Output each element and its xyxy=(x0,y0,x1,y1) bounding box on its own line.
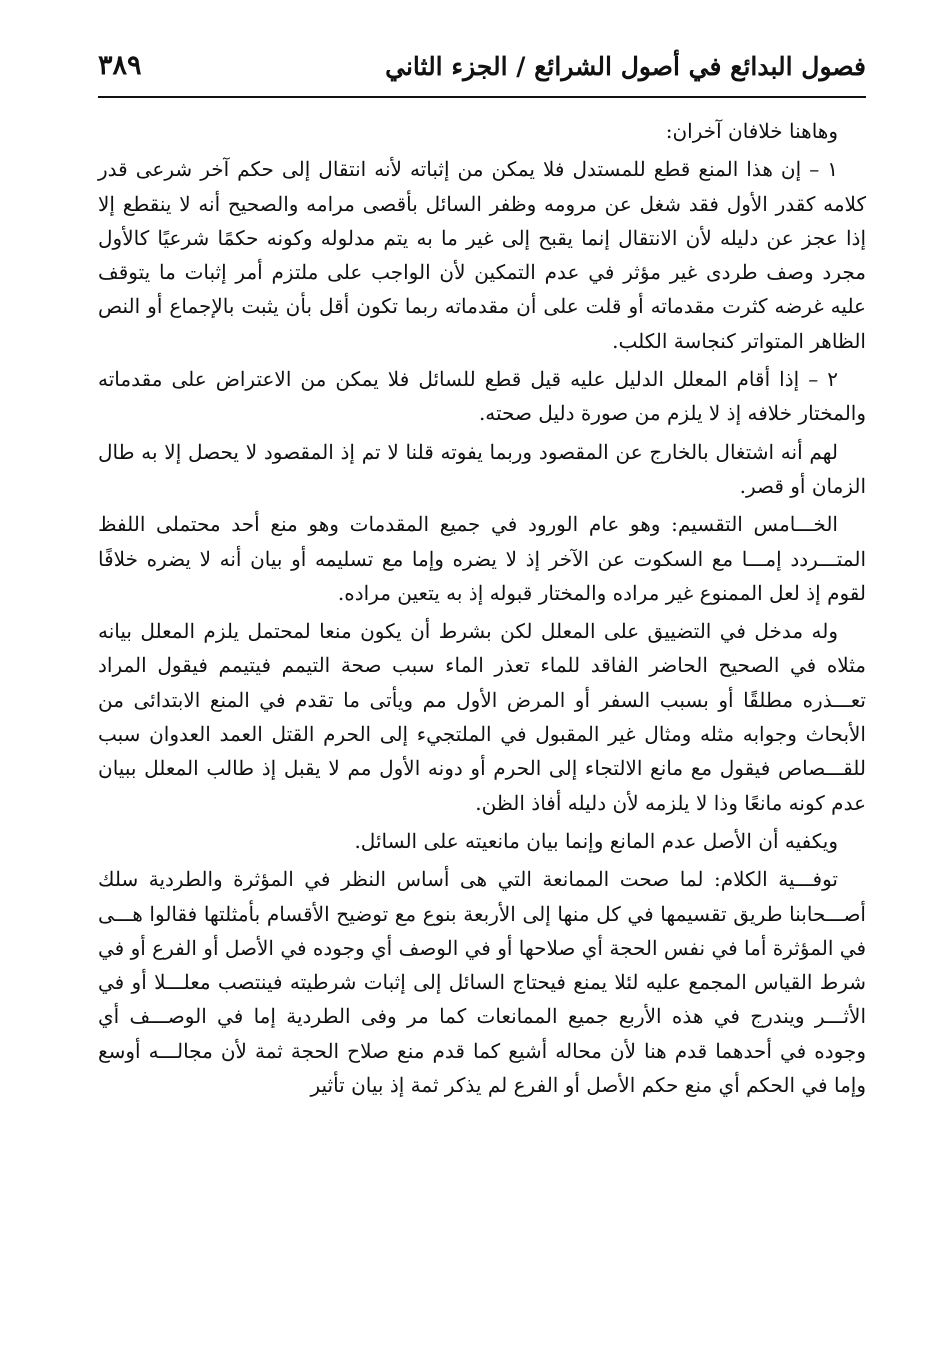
paragraph-point-1: ١ – إن هذا المنع قطع للمستدل فلا يمكن من إثباته لأنه انتقال إلى حكم آخر شرعى قدر كلامه كقدر الأول فقد شغل عن مرومه وظفر السائل بأقصى مرامه والصحيح أنه لا ينقطع إلا إذا عجز عن دليله لأن الانتقال إنما يقبح إلى غير ما به يتم مدلوله وكونه حكمًا شرعيًا كالأول مجرد وصف طردى غير مؤثر في عدم التمكين لأن الواجب على ملتزم أمر إثبات ما يتوقف عليه غرضه كثرت مقدماته أو قلت على أن مقدماته ربما تكون أقل بأن يثبت بالإجماع أو النص الظاهر المتواتر كنجاسة الكلب. xyxy=(98,157,867,353)
paragraph-example: وله مدخل في التضييق على المعلل لكن بشرط أن يكون منعا لمحتمل يلزم المعلل بيانه مثلاه في الصحيح الحاضر الفاقد للماء تعذر الماء سبب صحة التيمم فيتيمم فيقول المراد تعـــذره مطلقًا أو بسبب السفر أو المرض الأول مم ويأتى ما تقدم في المنع الابتدائى من الأبحاث وجوابه مثله ومثال غير المقبول في الملتجيء إلى الحرم القتل العمد العدوان سبب للقـــصاص فيقول مع مانع الالتجاء إلى الحرم أو دونه الأول مم لا يقبل إذ طالب المعلل ببيان عدم كونه مانعًا وذا لا يلزمه لأن دليله أفاذ الظن. xyxy=(98,619,866,815)
paragraph-their-argument: لهم أنه اشتغال بالخارج عن المقصود وربما يفوته قلنا لا تم إذ المقصود لا يحصل إلا به طال الزمان أو قصر. xyxy=(98,439,866,498)
body-text xyxy=(98,114,866,1102)
paragraph-sufficiency: ويكفيه أن الأصل عدم المانع وإنما بيان مانعيته على السائل. xyxy=(354,828,838,853)
paragraph-completion: توفـــية الكلام: لما صحت الممانعة التي هى أساس النظر في المؤثرة والطردية سلك أصـــحابنا طريق تقسيمها في كل منها إلى الأربعة بنوع مع توضيح الأقسام بأمثلتها فقالوا هـــى في المؤثرة أما في نفس الحجة أي صلاحها أو في الوصف أي وجوده في الأصل أو الفرع أو في شرط القياس المجمع عليه لئلا يمنع فيحتاج السائل إلى إثبات شرطيته فينتصب معلـــلا أو في الأثـــر ويندرج في هذه الأربع جميع الممانعات كما مر وفى الطردية إما في الوصـــف أي وجوده في أحدهما قدم هنا لأن محاله أشيع كما قدم منع صلاح الحجة ثمة لأن مجالـــه أوسع وإما في الحكم أي منع حكم الأصل أو الفرع لم يذكر ثمة إذ بيان تأثير xyxy=(98,867,866,1098)
paragraph-fifth-division: الخـــامس التقسيم: وهو عام الورود في جميع المقدمات وهو منع أحد محتملى اللفظ المتـــردد إمـــا مع السكوت عن الآخر إذ لا يضره وإما مع تسليمه أو بيان أنه لا يضره خلافًا لقوم إذ لعل الممنوع غير مراده والمختار قبوله إذ به يتعين مراده. xyxy=(98,512,866,605)
document-page xyxy=(98,50,866,1330)
paragraph-point-2: ٢ – إذا أقام المعلل الدليل عليه قيل قطع للسائل فلا يمكن من الاعتراض على مقدماته والمختار خلافه إذ لا يلزم من صورة دليل صحته. xyxy=(98,367,866,426)
book-title: فصول البدائع في أصول الشرائع / الجزء الثاني xyxy=(385,52,866,81)
page-number: ٣٨٩ xyxy=(98,50,142,81)
running-header xyxy=(98,50,866,98)
paragraph-intro: وهاهنا خلافان آخران: xyxy=(665,119,838,143)
